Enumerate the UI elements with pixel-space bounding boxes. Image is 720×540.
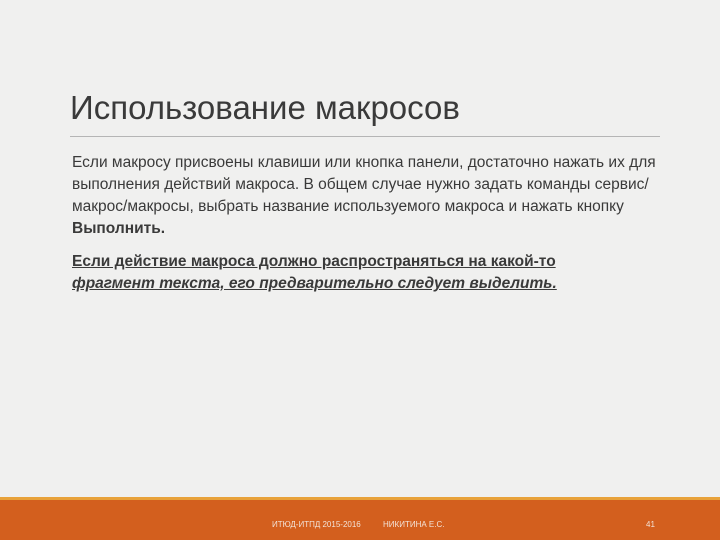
paragraph-2-line-2: фрагмент текста, его предварительно следует выделить.: [72, 275, 557, 292]
footer-author: НИКИТИНА Е.С.: [383, 520, 445, 529]
slide-body: [72, 152, 672, 295]
page-number: 41: [646, 520, 655, 529]
footer-course: ИТЮД-ИТПД 2015-2016: [272, 520, 361, 529]
paragraph-1: [72, 152, 672, 240]
title-divider: [70, 136, 660, 137]
paragraph-2-line-1: Если действие макроса должно распространяться на какой-то: [72, 253, 556, 270]
paragraph-1-bold-command: Выполнить.: [72, 220, 166, 237]
slide-title: Использование макросов: [70, 89, 460, 126]
paragraph-1-text: Если макросу присвоены клавиши или кнопка панели, достаточно нажать их для выполнения действий макроса. В общем случае нужно задать команды сервис/макрос/макросы, выбрать название используемого макроса и нажать кнопку: [72, 154, 656, 215]
footer-bar: [0, 500, 720, 540]
paragraph-2: [72, 251, 672, 295]
